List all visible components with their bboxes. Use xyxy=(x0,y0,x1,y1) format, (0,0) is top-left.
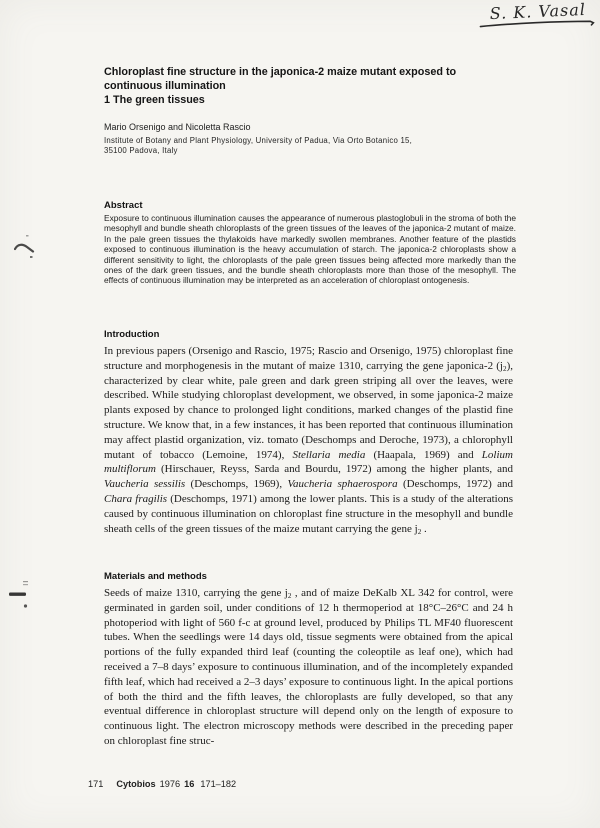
signature-text: S. K. Vasal xyxy=(489,0,587,24)
title-line-3: 1 The green tissues xyxy=(104,94,205,106)
pencil-margin-marks xyxy=(6,576,38,614)
journal-pages: 171–182 xyxy=(200,779,237,789)
abstract-body: Exposure to continuous illumination causes the appearance of numerous plastoglobuli in the stroma of both the mesophyll and bundle sheath chloroplasts of the green tissues of the leaves of the japonica-2 mutant of maize. In the pale green tissues the thylakoids have markedly swollen membranes. Another feature of the plastids exposed to continuous illumination is the heavy accumulation of starch. The japonica-2 chloroplasts show a different sensitivity to light, the chloroplasts of the pale green tissues being affected more markedly than the ones of the dark green tissues, and the bundle sheath chloroplasts more than those of the mesophyll. The effects of continuous illumination may be interpreted as an acceleration of chloroplast ontogenesis. xyxy=(104,213,516,286)
authors-line: Mario Orsenigo and Nicoletta Rascio xyxy=(104,122,251,132)
journal-name: Cytobios xyxy=(116,779,156,789)
materials-heading: Materials and methods xyxy=(104,571,207,582)
introduction-body: In previous papers (Orsenigo and Rascio, 1975; Rascio and Orsenigo, 1975) chloroplast fine structure and morphogenesis in the mutant of maize 1310, carrying the gene japonica-2 $(j_2)$, characterized by clear white, pale green and dark green striping all over the leaves, were described. While studying chloroplast development, we observed, in some japonica-2 maize plants exposed by chance to prolonged light conditions, marked changes of the plastid fine structure. We know that, in a few instances, it has been reported that continuous illumination may affect plastid organization, viz. tomato (Deschomps and Deroche, 1973), a chlorophyll mutant of tobacco (Lemoine, 1974), Stellaria media (Haapala, 1969) and Lolium multiflorum (Hirschauer, Reyss, Sarda and Bourdu, 1972) among the higher plants, and Vaucheria sessilis (Deschomps, 1969), Vaucheria sphaerospora (Deschomps, 1972) and Chara fragilis (Deschomps, 1971) among the lower plants. This is a study of the alterations caused by continuous illumination on chloroplast fine structure in the mesophyll and bundle sheath cells of the green tissues of the maize mutant carrying the gene $j_2$ . xyxy=(104,345,514,536)
title-line-1: Chloroplast fine structure in the japonica-2 maize mutant exposed to xyxy=(104,66,457,78)
page-number: 171 xyxy=(88,779,104,789)
journal-volume: 16 xyxy=(184,779,195,789)
pencil-margin-mark xyxy=(14,232,40,266)
title-line-2: continuous illumination xyxy=(104,80,226,92)
footer-citation xyxy=(88,779,236,789)
abstract-heading: Abstract xyxy=(104,200,143,211)
introduction-heading: Introduction xyxy=(104,329,160,340)
affiliation-line-1: Institute of Botany and Plant Physiology, University of Padua, Via Orto Botanico 15, xyxy=(104,136,413,145)
affiliation-line-2: 35100 Padova, Italy xyxy=(104,145,178,155)
article-title xyxy=(104,65,534,107)
materials-body: Seeds of maize 1310, carrying the gene $j_2$ , and of maize DeKalb XL 342 for control, were germinated in garden soil, under conditions of 12 h thermoperiod at 18°C–26°C and 24 h photoperiod with light of 560 f-c at ground level, produced by Philips TL MF40 fluorescent tubes. When the seedlings were 14 days old, tissue segments were obtained from the apical portions of the fully expanded third leaf (counting the coleoptile as leaf one), which had received a 7–8 days’ exposure to continuous illumination, and of the incompletely expanded fifth leaf, which had received a 2–3 days’ exposure to continuous light. In the apical portions of both the third and the fifth leaves, the chloroplasts are fully developed, so that any eventual difference in chloroplast structure will depend only on the length of exposure to continuous light. The electron microscopy methods were described in the preceding paper on chloroplast fine struc- xyxy=(104,587,514,747)
journal-year: 1976 xyxy=(159,779,181,789)
affiliation xyxy=(104,136,524,156)
handwritten-signature xyxy=(477,0,598,32)
